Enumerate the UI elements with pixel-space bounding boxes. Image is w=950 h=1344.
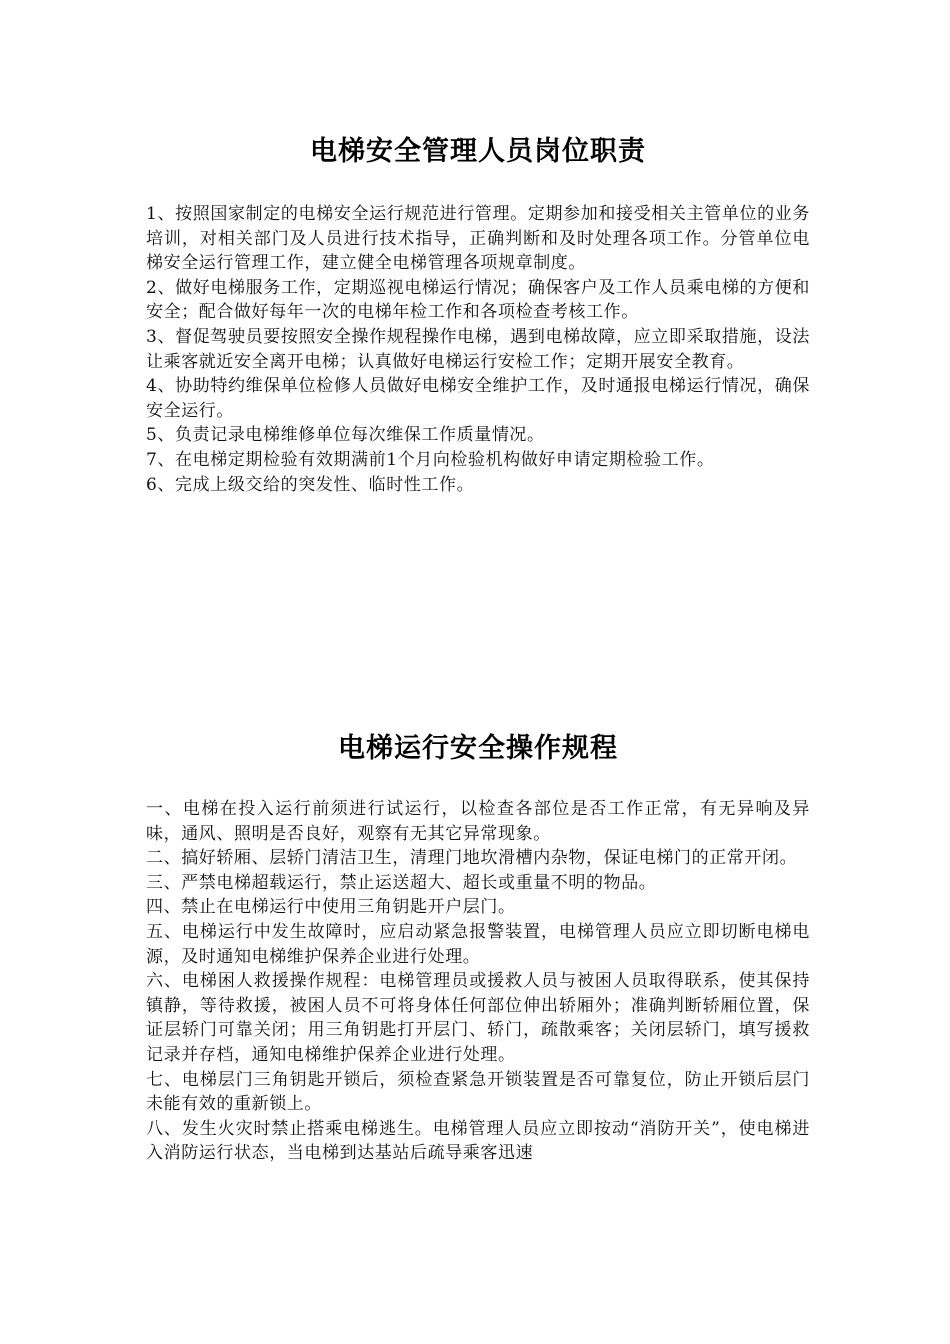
section-operating-rules (146, 727, 810, 1166)
section-title: 电梯安全管理人员岗位职责 (310, 136, 646, 167)
rule-paragraph: 八、发生火灾时禁止搭乘电梯逃生。电梯管理人员应立即按动“消防开关”，使电梯进入消防运行状态，当电梯到达基站后疏导乘客迅速 (146, 1118, 810, 1164)
duty-paragraph: 4、协助特约维保单位检修人员做好电梯安全维护工作，及时通报电梯运行情况，确保安全运行。 (146, 376, 810, 421)
section-body (146, 797, 810, 1166)
rule-paragraph: 四、禁止在电梯运行中使用三角钥匙开户层门。 (146, 897, 516, 918)
duty-paragraph: 7、在电梯定期检验有效期满前1个月向检验机构做好申请定期检验工作。 (146, 449, 715, 470)
section-duties (146, 130, 810, 497)
section-body (146, 202, 810, 497)
rule-paragraph: 六、电梯困人救援操作规程：电梯管理员或援救人员与被困人员取得联系，使其保持镇静，等待救援，被困人员不可将身体任何部位伸出轿厢外；准确判断轿厢位置，保证层轿门可靠关闭；用三角钥匙打开层门、轿门，疏散乘客；关闭层轿门，填写援救记录并存档，通知电梯维护保养企业进行处理。 (146, 971, 810, 1065)
rule-paragraph: 二、搞好轿厢、层轿门清洁卫生，清理门地坎滑槽内杂物，保证电梯门的正常开闭。 (146, 848, 798, 869)
duty-paragraph: 6、完成上级交给的突发性、临时性工作。 (146, 474, 475, 495)
rule-paragraph: 五、电梯运行中发生故障时，应启动紧急报警装置，电梯管理人员应立即切断电梯电源，及时通知电梯维护保养企业进行处理。 (146, 921, 810, 967)
rule-paragraph: 三、严禁电梯超载运行，禁止运送超大、超长或重量不明的物品。 (146, 872, 657, 893)
section-title: 电梯运行安全操作规程 (338, 733, 618, 764)
rule-paragraph: 一、电梯在投入运行前须进行试运行，以检查各部位是否工作正常，有无异响及异味，通风、照明是否良好，观察有无其它异常现象。 (146, 799, 810, 844)
duty-paragraph: 2、做好电梯服务工作，定期巡视电梯运行情况；确保客户及工作人员乘电梯的方便和安全；配合做好每年一次的电梯年检工作和各项检查考核工作。 (146, 277, 810, 323)
duty-paragraph: 5、负责记录电梯维修单位每次维保工作质量情况。 (146, 425, 545, 446)
duty-paragraph: 3、督促驾驶员要按照安全操作规程操作电梯，遇到电梯故障，应立即采取措施，设法让乘客就近安全离开电梯；认真做好电梯运行安检工作；定期开展安全教育。 (146, 326, 810, 372)
rule-paragraph: 七、电梯层门三角钥匙开锁后，须检查紧急开锁装置是否可靠复位，防止开锁后层门未能有效的重新锁上。 (146, 1069, 810, 1115)
duty-paragraph: 1、按照国家制定的电梯安全运行规范进行管理。定期参加和接受相关主管单位的业务培训，对相关部门及人员进行技术指导，正确判断和及时处理各项工作。分管单位电梯安全运行管理工作，建立健全电梯管理各项规章制度。 (146, 204, 810, 274)
